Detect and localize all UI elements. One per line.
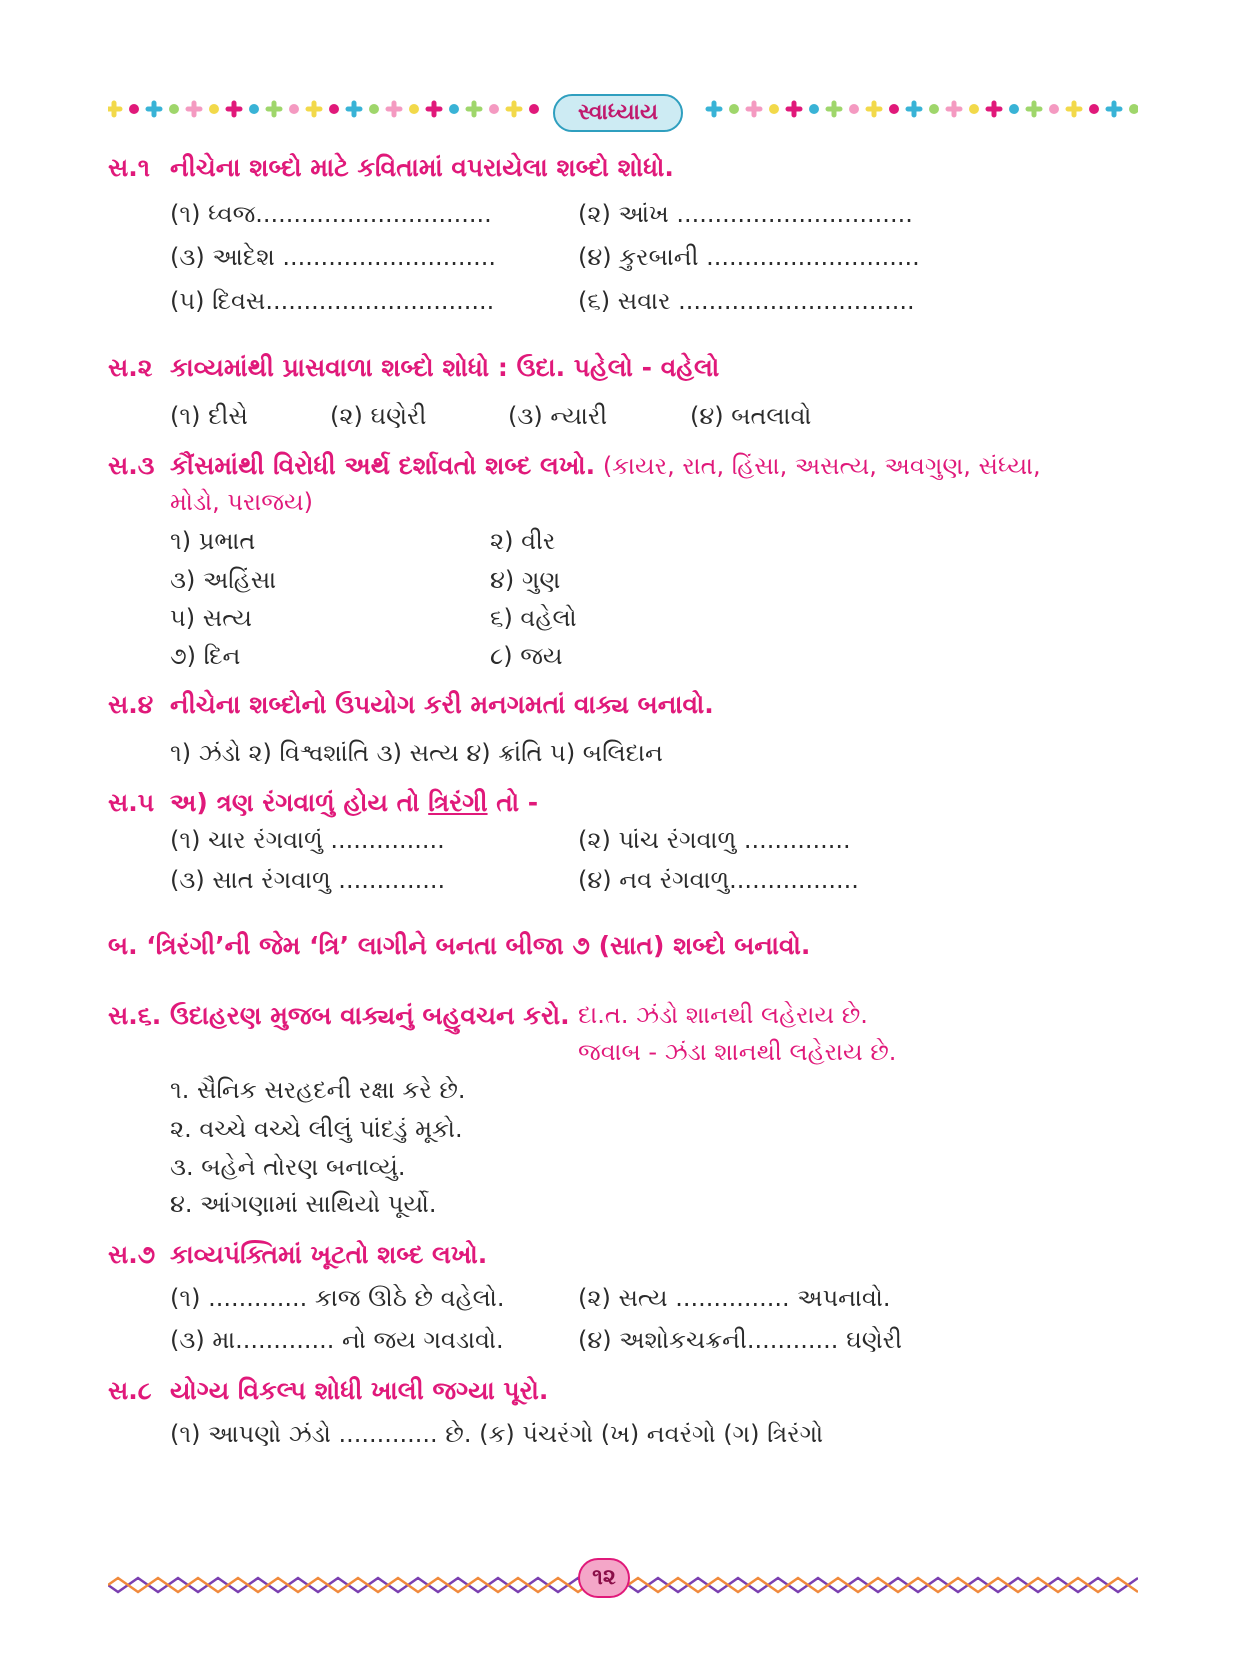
q6-item-1: ૧. સૈનિક સરહદની રક્ષા કરે છે. [170,1076,466,1104]
q3-item-8: ૮) જય [490,642,563,670]
q4-title: નીચેના શબ્દોનો ઉપયોગ કરી મનગમતાં વાક્ય બનાવો. [170,690,714,719]
q5-title [170,788,538,818]
q6-label: સ.૬. [108,1001,162,1030]
q2-item-4: (૪) બતલાવો [690,402,812,430]
q5-item-2: (૨) પાંચ રંગવાળુ .............. [578,826,851,854]
q3-item-7: ૭) દિન [170,642,241,670]
q5-item-1: (૧) ચાર રંગવાળું ............... [170,826,445,854]
q7-item-1: (૧) ............. કાજ ઊઠે છે વહેલો. [170,1284,505,1312]
q3-item-4: ૪) ગુણ [490,566,561,594]
q1-title: નીચેના શબ્દો માટે કવિતામાં વપરાયેલા શબ્દો શોધો. [170,153,674,182]
q1-label: સ.૧ [108,153,150,182]
q1-item-4: (૪) કુરબાની ............................ [578,243,920,271]
q4-label: સ.૪ [108,690,154,719]
q3-item-5: ૫) સત્ય [170,604,252,632]
q7-title: કાવ્યપંક્તિમાં ખૂટતો શબ્દ લખો. [170,1240,488,1269]
q5-b-title: બ. ‘ત્રિરંગી’ની જેમ ‘ત્રિ’ લાગીને બનતા બીજા ૭ (સાત) શબ્દો બનાવો. [108,931,811,960]
q3-options-line1: (કાયર, રાત, હિંસા, અસત્ય, અવગુણ, સંધ્યા, [602,452,1041,480]
q1-item-3: (૩) આદેશ ............................ [170,243,497,271]
q2-item-1: (૧) દીસે [170,402,248,430]
q8-label: સ.૮ [108,1376,152,1405]
q8-item-1: (૧) આપણો ઝંડો ............. છે. (ક) પંચરંગો (ખ) નવરંગો (ગ) ત્રિરંગો [170,1420,824,1448]
q7-item-4: (૪) અશોકચક્રની............ ઘણેરી [578,1326,902,1354]
q1-item-5: (૫) દિવસ.............................. [170,287,495,315]
q2-label: સ.૨ [108,353,153,382]
q7-label: સ.૭ [108,1240,156,1269]
page-number: ૧૨ [578,1558,630,1598]
q5-item-3: (૩) સાત રંગવાળુ .............. [170,866,446,894]
q3-title: કૌંસમાંથી વિરોધી અર્થ દર્શાવતો શબ્દ લખો. [170,451,596,480]
q3-item-2: ૨) વીર [490,527,556,555]
q3-item-3: ૩) અહિંસા [170,566,277,594]
q2-title: કાવ્યમાંથી પ્રાસવાળા શબ્દો શોધો : ઉદા. પહેલો - વહેલો [170,353,720,382]
q4-items: ૧) ઝંડો ૨) વિશ્વશાંતિ ૩) સત્ય ૪) ક્રાંતિ ૫) બલિદાન [170,739,663,767]
section-title-badge: સ્વાધ્યાય [553,94,683,132]
q5-item-4: (૪) નવ રંગવાળુ................. [578,866,859,894]
q2-item-2: (૨) ઘણેરી [330,402,427,430]
q6-answer: જવાબ - ઝંડા શાનથી લહેરાય છે. [578,1038,897,1066]
q5-title-underlined: ત્રિરંગી [428,788,488,817]
q7-item-2: (૨) સત્ય ............... અપનાવો. [578,1284,891,1312]
q1-item-1: (૧) ધ્વજ............................... [170,200,492,228]
q1-item-6: (૬) સવાર ............................... [578,287,915,315]
q2-item-3: (૩) ન્યારી [508,402,608,430]
q3-item-1: ૧) પ્રભાત [170,527,256,555]
q6-title: ઉદાહરણ મુજબ વાક્યનું બહુવચન કરો. [170,1001,570,1030]
q1-item-2: (૨) આંખ ............................... [578,200,913,228]
q6-item-2: ૨. વચ્ચે વચ્ચે લીલું પાંદડું મૂકો. [170,1115,463,1143]
q5-title-suffix: તો - [487,788,539,817]
q5-title-prefix: અ) ત્રણ રંગવાળું હોય તો [170,788,429,817]
q5-label: સ.૫ [108,788,155,817]
q3-options-line2: મોડો, પરાજય) [170,488,313,516]
q6-item-3: ૩. બહેને તોરણ બનાવ્યું. [170,1153,406,1181]
q8-title: યોગ્ય વિકલ્પ શોધી ખાલી જગ્યા પૂરો. [170,1376,549,1405]
q6-example: દા.ત. ઝંડો શાનથી લહેરાય છે. [578,1001,868,1029]
q6-item-4: ૪. આંગણામાં સાથિયો પૂર્યો. [170,1190,437,1218]
q7-item-3: (૩) મા............. નો જય ગવડાવો. [170,1326,504,1354]
q3-label: સ.૩ [108,451,155,480]
q3-item-6: ૬) વહેલો [490,604,577,632]
